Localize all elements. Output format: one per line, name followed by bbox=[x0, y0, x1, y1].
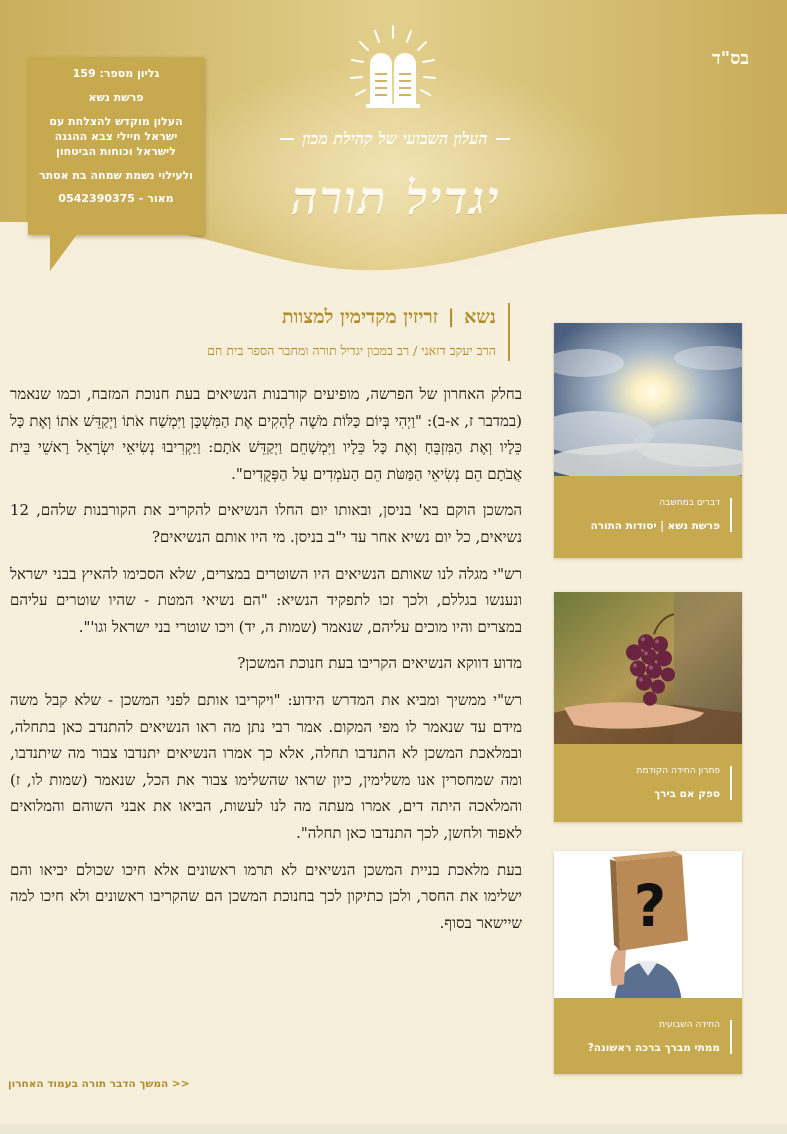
article-question: מדוע דווקא הנשיאים הקריבו בעת חנוכת המשכן? bbox=[237, 654, 522, 673]
sky-light-image bbox=[554, 323, 742, 476]
continue-link[interactable]: << המשך הדבר תורה בעמוד האחרון bbox=[8, 1078, 190, 1090]
grapes-hand-image bbox=[554, 592, 742, 744]
caption-bar bbox=[730, 766, 732, 800]
brand-title: יגדיל תורה bbox=[291, 171, 501, 225]
card-category: פתרון החידה הקודמת bbox=[636, 766, 720, 776]
caption-bar bbox=[730, 498, 732, 532]
card-title: ספק אם בירך bbox=[654, 788, 720, 800]
article-paragraph: רש"י מגלה לנו שאותם הנשיאים היו השוטרים במצרים, שלא הסכימו להאיץ בבני ישראל ונענשו בגללם, ולכך זכו לתפקיד הנשיא: "הם נשיאי המטת - שהיו שוטרים עליהם במצרים והיו מוכים עליהם, שנאמר (שמות ה, יד) ויכו שוטרי בני ישראל וגו'". bbox=[10, 564, 522, 636]
article-paragraph: בחלק האחרון של הפרשה, מופיעים קורבנות הנשיאים בעת חנוכת המזבח, וכמו שנאמר (במדבר ז, א-ב): "וַיְהִי בְּיוֹם כַּלּוֹת מֹשֶׁה לְהָקִים אֶת הַמִּשְׁכָּן וַיִּמְשַׁח אֹתוֹ וַיְקַדֵּשׁ אֹתוֹ וְאֶת כָּל כֵּלָיו וְאֶת הַמִּזְבֵּחַ וְאֶת כָּל כֵּלָיו וַיִּמְשָׁחֵם וַיְקַדֵּשׁ אֹתָם: וַיַּקְרִיבוּ נְשִׂיאֵי יִשְׂרָאֵל רָאשֵׁי בֵּית אֲבֹתָם הֵם נְשִׂיאֵי הַמַּטֹּת הֵם הָעֹמְדִים עַל הַפְּקֻדִים". bbox=[10, 385, 522, 483]
sidebar-card-parsha[interactable] bbox=[554, 323, 742, 558]
article-header bbox=[200, 303, 510, 361]
card-caption bbox=[554, 998, 742, 1076]
memorial-text: ולעילוי נשמת שמחה בת אסתר bbox=[38, 169, 194, 182]
article-body bbox=[10, 381, 522, 946]
article-title-main: זריזין מקדימין למצוות bbox=[281, 306, 438, 328]
tablets-sunburst-icon bbox=[348, 22, 438, 122]
article-title-separator: | bbox=[447, 306, 455, 328]
article-paragraph: המשכן הוקם בא' בניסן, ובאותו יום החלו הנשיאים להקריב את הקורבנות שלהם, 12 נשיאים, כל יום נשיא אחר עד י"ב בניסן. מי היו אותם הנשיאים? bbox=[10, 501, 522, 546]
issue-number: גליון מספר: 159 bbox=[72, 67, 160, 80]
card-category: החידה השבועית bbox=[659, 1020, 720, 1030]
sidebar-card-weekly-riddle[interactable] bbox=[554, 851, 742, 1074]
tagline-dash-right bbox=[496, 138, 510, 140]
card-category: דברים במחשבה bbox=[659, 498, 720, 508]
article-title-parsha: נשא bbox=[464, 306, 496, 328]
card-title: פרשת נשא | יסודות התורה bbox=[590, 520, 720, 532]
header-banner bbox=[0, 0, 787, 280]
footer-strip bbox=[0, 1124, 787, 1134]
tagline bbox=[250, 124, 540, 154]
article-paragraph: רש"י ממשיך ומביא את המדרש הידוע: "ויקריבו אותם לפני המשכן - שלא קבל משה מידם עד שנאמר לו מפי המקום. אמר רבי נתן מה ראו הנשיאים להתנדב כאן בתחלה, ובמלאכת המשכן לא התנדבו תחלה, אלא כך אמרו הנשיאים יתנדבו צבור מה שיתנדבו, ומה שמחסרין אנו משלימין, כיון שראו שהשלימו צבור את הכל, שנאמר (שמות לו, ז) והמלאכה היתה דים, אמרו מעתה מה לנו לעשות, הביאו את אבני השוהם והמלואים לאפוד ולחשן, לכך התנדבו כאן תחלה". bbox=[10, 690, 522, 842]
issue-info-bubble bbox=[28, 57, 204, 235]
caption-bar bbox=[730, 1020, 732, 1054]
tagline-dash-left bbox=[280, 138, 294, 140]
bubble-tail bbox=[50, 233, 78, 271]
sidebar-card-riddle-solution[interactable] bbox=[554, 592, 742, 822]
dedication-text: העלון מוקדש להצלחת עם ישראל חיילי צבא ההגנה לישראל וכוחות הביטחון bbox=[49, 115, 183, 158]
article-paragraph: בעת מלאכת בניית המשכן הנשיאים לא תרמו ראשונים אלא חיכו שכולם יביאו והם ישלימו את החסר, ולכן כתיקון לכך בחנוכת המשכן הם שהקריבו ראשונים ולא חיכו למה שיישאר בסוף. bbox=[10, 860, 522, 932]
svg-text:?: ? bbox=[633, 872, 667, 941]
card-caption bbox=[554, 476, 742, 554]
bsd-mark: בס"ד bbox=[712, 48, 749, 69]
card-caption bbox=[554, 744, 742, 822]
box-head-question-image bbox=[554, 851, 742, 998]
contact-text: מאור - 0542390375 bbox=[58, 192, 174, 205]
article-title bbox=[200, 303, 496, 331]
card-title: ממתי מברך ברכה ראשונה? bbox=[587, 1042, 720, 1054]
article-author: הרב יעקב דזאני / רב במכון יגדיל תורה ומחבר הספר בית חם bbox=[207, 343, 496, 358]
tagline-text: העלון השבועי של קהילת מכון bbox=[302, 129, 488, 148]
parsha-name: פרשת נשא bbox=[88, 91, 144, 104]
